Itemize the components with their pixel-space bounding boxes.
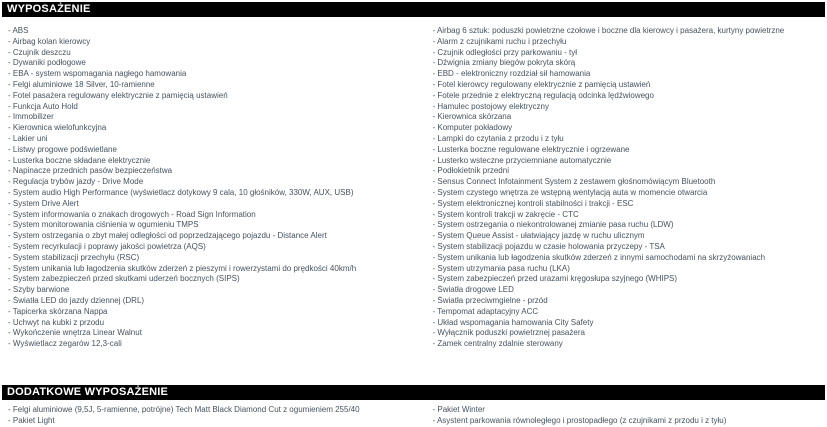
equipment-item: - System kontroli trakcji w zakręcie - CTC <box>432 209 579 219</box>
equipment-item: - Felgi aluminiowe 18 Silver, 10-ramienne <box>8 79 155 89</box>
equipment-item: - Lakier uni <box>8 133 48 143</box>
equipment-list-left <box>2 26 414 350</box>
equipment-item: - Zamek centralny zdalnie sterowany <box>432 339 563 349</box>
equipment-item: - System zabezpieczeń przed skutkami uderzeń bocznych (SIPS) <box>8 274 240 284</box>
equipment-item: - EBA - system wspomagania nagłego hamowania <box>8 69 187 79</box>
equipment-item: - Komputer pokładowy <box>432 123 513 133</box>
equipment-item: - Airbag kolan kierowcy <box>8 36 91 46</box>
additional-equipment-section-header <box>2 385 825 400</box>
additional-equipment-list-left <box>2 405 414 427</box>
equipment-item: - Lusterko wsteczne przyciemniane automatycznie <box>432 155 612 165</box>
equipment-item: - System recyrkulacji i poprawy jakości powietrza (AQS) <box>8 241 206 251</box>
equipment-item: - System unikania lub łagodzenia skutków zderzeń z innymi samochodami na skrzyżowaniach <box>432 252 766 262</box>
equipment-item: - Lusterka boczne regulowane elektrycznie i ogrzewane <box>432 144 630 154</box>
equipment-item: - Alarm z czujnikami ruchu i przechyłu <box>432 36 567 46</box>
equipment-item: - Dywaniki podłogowe <box>8 58 86 68</box>
equipment-item: - Lampki do czytania z przodu i z tyłu <box>432 133 564 143</box>
section-additional-equipment <box>2 385 825 427</box>
equipment-item: - Lusterka boczne składane elektrycznie <box>8 155 151 165</box>
equipment-item: - Listwy progowe podświetlane <box>8 144 117 154</box>
equipment-item: - Kierownica wielofunkcyjna <box>8 123 107 133</box>
additional-equipment-columns <box>2 400 825 427</box>
section-equipment <box>2 2 825 350</box>
equipment-item: - Pakiet Winter <box>432 404 485 414</box>
equipment-item: - System ostrzegania o niekontrolowanej zmianie pasa ruchu (LDW) <box>432 220 674 230</box>
equipment-item: - Napinacze przednich pasów bezpieczeństwa <box>8 166 173 176</box>
equipment-item: - Czujnik deszczu <box>8 47 71 57</box>
equipment-item: - Podłokietnik przedni <box>432 166 509 176</box>
equipment-item: - Układ wspomagania hamowania City Safety <box>432 317 594 327</box>
equipment-item: - System informowania o znakach drogowych - Road Sign Information <box>8 209 256 219</box>
equipment-item: - System unikania lub łagodzenia skutków zderzeń z pieszymi i rowerzystami do prędkości 40km/h <box>8 263 357 273</box>
equipment-item: - Regulacja trybów jazdy - Drive Mode <box>8 177 144 187</box>
equipment-item: - System elektronicznej kontroli stabilności i trakcji - ESC <box>432 198 634 208</box>
equipment-item: - Wyświetlacz zegarów 12,3-cali <box>8 339 122 349</box>
equipment-item: - Fotel kierowcy regulowany elektrycznie z pamięcią ustawień <box>432 79 651 89</box>
equipment-item: - System Queue Assist - ułatwiający jazdę w ruchu ulicznym <box>432 231 645 241</box>
equipment-item: - Szyby barwione <box>8 285 70 295</box>
additional-equipment-section-title: DODATKOWE WYPOSAŻENIE <box>7 385 169 398</box>
equipment-item: - Funkcja Auto Hold <box>8 101 78 111</box>
equipment-item: - System Drive Alert <box>8 198 79 208</box>
equipment-section-header <box>2 2 825 17</box>
equipment-columns <box>2 17 825 350</box>
equipment-item: - System stabilizacji przechyłu (RSC) <box>8 252 140 262</box>
equipment-item: - Hamulec postojowy elektryczny <box>432 101 549 111</box>
equipment-item: - Felgi aluminiowe (9,5J, 5-ramienne, potrójne) Tech Matt Black Diamond Cut z ogumieniem 255/40 <box>8 404 360 414</box>
equipment-item: - Światła drogowe LED <box>432 285 514 295</box>
equipment-item: - Światła przeciwmgielne - przód <box>432 295 548 305</box>
equipment-item: - System utrzymania pasa ruchu (LKA) <box>432 263 570 273</box>
equipment-item: - ABS <box>8 26 29 35</box>
equipment-item: - Dźwignia zmiany biegów pokryta skórą <box>432 58 576 68</box>
equipment-item: - Wyłącznik poduszki powietrznej pasażera <box>432 328 585 338</box>
equipment-item: - Asystent parkowania równoległego i prostopadłego (z czujnikami z przodu i z tyłu) <box>432 415 727 425</box>
equipment-item: - Fotel pasażera regulowany elektrycznie z pamięcią ustawień <box>8 90 228 100</box>
equipment-list-right <box>414 26 826 350</box>
equipment-item: - Wykończenie wnętrza Linear Walnut <box>8 328 142 338</box>
equipment-item: - System monitorowania ciśnienia w ogumieniu TMPS <box>8 220 199 230</box>
equipment-item: - Pakiet Light <box>8 415 55 425</box>
equipment-item: - Światła LED do jazdy dziennej (DRL) <box>8 295 145 305</box>
equipment-item: - Sensus Connect Infotainment System z zestawem głośnomówiącym Bluetooth <box>432 177 716 187</box>
additional-equipment-list-right <box>414 405 826 427</box>
equipment-item: - Uchwyt na kubki z przodu <box>8 317 105 327</box>
equipment-item: - Immobilizer <box>8 112 54 122</box>
equipment-item: - Fotele przednie z elektryczną regulacją odcinka lędźwiowego <box>432 90 654 100</box>
equipment-section-title: WYPOSAŻENIE <box>7 3 91 15</box>
equipment-item: - EBD - elektroniczny rozdział sił hamowania <box>432 69 591 79</box>
equipment-item: - System audio High Performance (wyświetlacz dotykowy 9 cala, 10 głośników, 330W, AUX, USB) <box>8 187 354 197</box>
equipment-item: - Kierownica skórzana <box>432 112 512 122</box>
equipment-item: - Czujnik odległości przy parkowaniu - tył <box>432 47 577 57</box>
equipment-item: - Tapicerka skórzana Nappa <box>8 306 108 316</box>
equipment-item: - Airbag 6 sztuk: poduszki powietrzne czołowe i boczne dla kierowcy i pasażera, kurtyny powietrzne <box>432 26 785 35</box>
equipment-item: - Tempomat adaptacyjny ACC <box>432 306 539 316</box>
equipment-item: - System stabilizacji pojazdu w czasie holowania przyczepy - TSA <box>432 241 665 251</box>
equipment-item: - System ostrzegania o zbyt małej odległości od poprzedzającego pojazdu - Distance Alert <box>8 231 327 241</box>
equipment-item: - System zabezpieczeń przed urazami kręgosłupa szyjnego (WHIPS) <box>432 274 678 284</box>
equipment-item: - System czystego wnętrza ze wstępną wentylacją auta w momencie otwarcia <box>432 187 708 197</box>
